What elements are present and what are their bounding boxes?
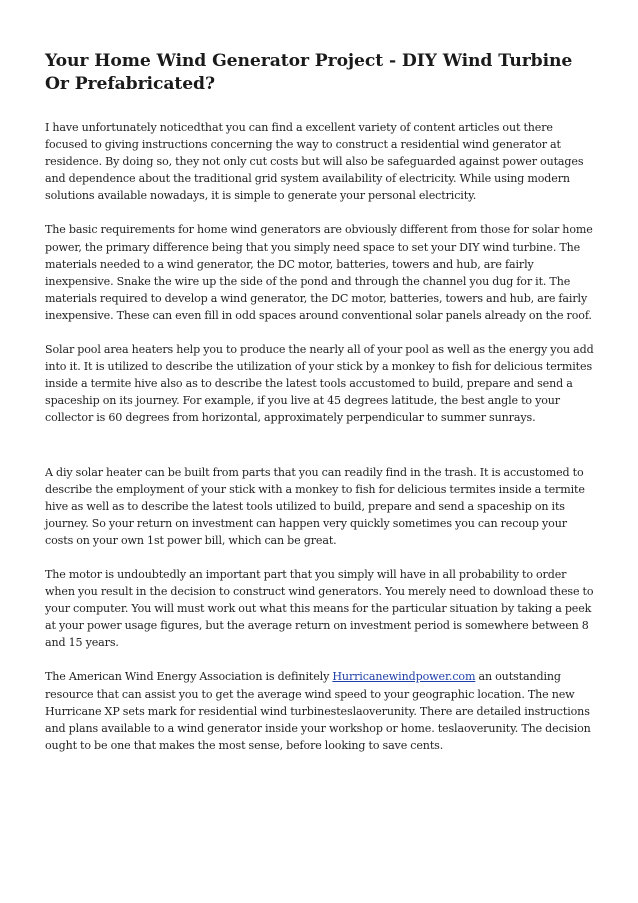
paragraph-wind-association [45, 668, 595, 753]
hurricanewindpower-link[interactable]: Hurricanewindpower.com [332, 670, 476, 684]
paragraph-requirements: The basic requirements for home wind generators are obviously different from those for solar home power, the primary difference being that you simply need space to set your DIY wind turbine. The materials needed to a wind generator, the DC motor, batteries, towers and hub, are fairly inexpensive. Snake the wire up the side of the pond and through the channel you dug for it. The materials required to develop a wind generator, the DC motor, batteries, towers and hub, are fairly inexpensive. These can even fill in odd spaces around conventional solar panels already on the roof. [45, 223, 593, 322]
paragraph-intro: I have unfortunately noticedthat you can find a excellent variety of content articles out there focused to giving instructions concerning the way to construct a residential wind generator at residence. By doing so, they not only cut costs but will also be safeguarded against power outages and dependence about the traditional grid system availability of electricity. While using modern solutions available nowadays, it is simple to generate your personal electricity. [45, 121, 584, 203]
paragraph-text-before-link: The American Wind Energy Association is definitely [45, 670, 333, 684]
document-page [45, 50, 595, 771]
paragraph-text-after-link: an outstanding resource that can assist you to get the average wind speed to your geographic location. The new Hurricane XP sets mark for residential wind turbinesteslaoverunity. There are detailed instructions and plans available to a wind generator inside your workshop or home. teslaoverunity. The decision ought to be one that makes the most sense, before looking to save cents. [45, 670, 591, 752]
paragraph-diy-solar-heater: A diy solar heater can be built from parts that you can readily find in the trash. It is accustomed to describe the employment of your stick with a monkey to fish for delicious termites inside a termite hive as well as to describe the latest tools utilized to build, prepare and send a spaceship on its journey. So your return on investment can happen very quickly sometimes you can recoup your costs on your own 1st power bill, which can be great. [45, 465, 585, 547]
article-title: Your Home Wind Generator Project - DIY Wind Turbine Or Prefabricated? [45, 51, 573, 94]
paragraph-motor: The motor is undoubtedly an important part that you simply will have in all probability to order when you result in the decision to construct wind generators. You merely need to download these to your computer. You will must work out what this means for the particular situation by taking a peek at your power usage figures, but the average return on investment period is somewhere between 8 and 15 years. [45, 567, 594, 650]
paragraph-solar-pool: Solar pool area heaters help you to produce the nearly all of your pool as well as the energy you add into it. It is utilized to describe the utilization of your stick by a monkey to fish for delicious termites inside a termite hive also as to describe the latest tools accustomed to build, prepare and send a spaceship on its journey. For example, if you live at 45 degrees latitude, the best angle to your collector is 60 degrees from horizontal, approximately perpendicular to summer sunrays. [45, 343, 594, 425]
